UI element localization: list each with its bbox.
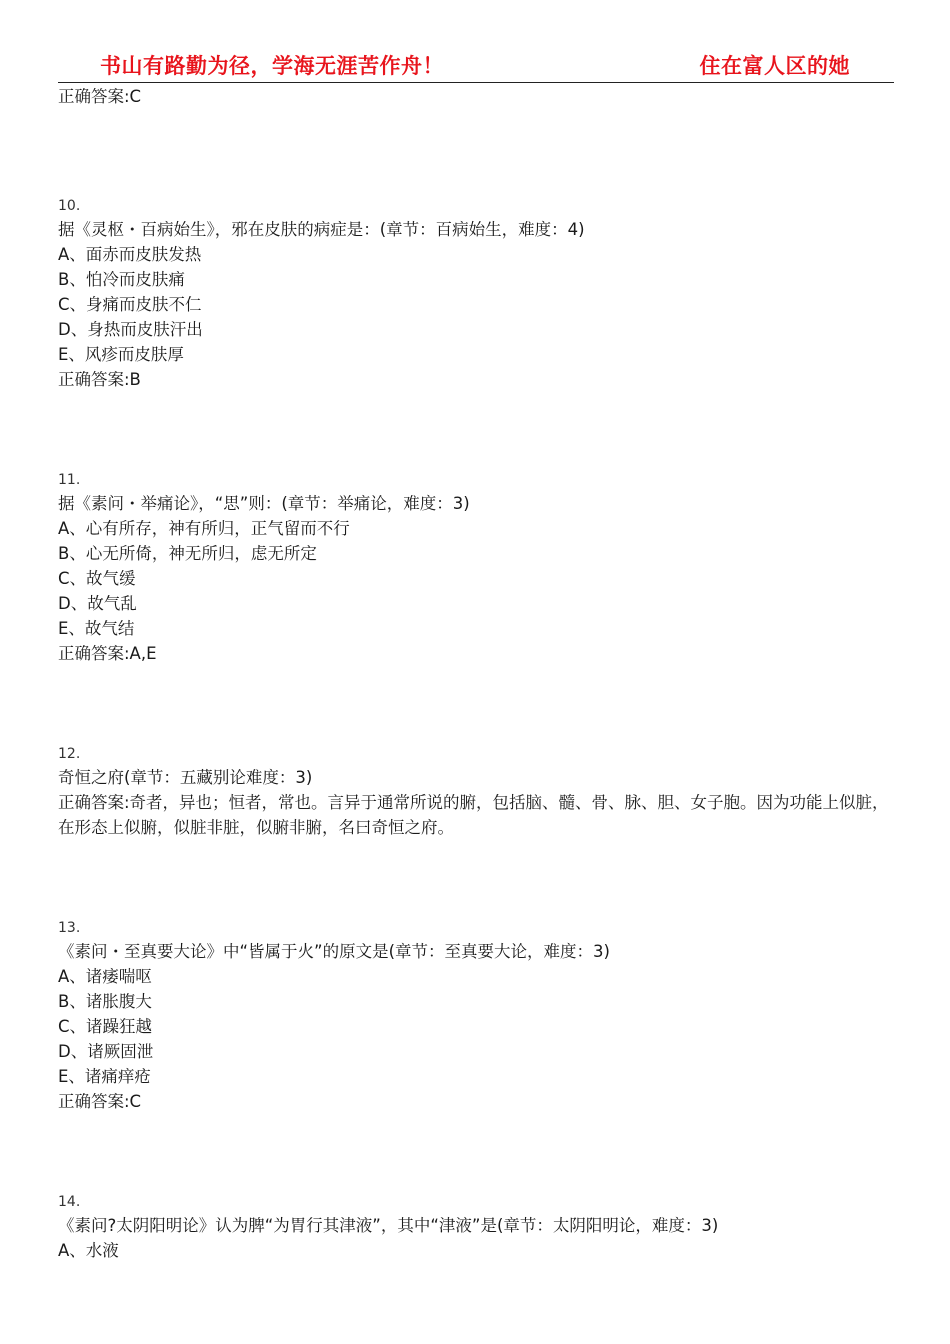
document-body bbox=[58, 84, 894, 1263]
question-14 bbox=[58, 1191, 894, 1263]
option-b: B、心无所倚，神无所归，虑无所定 bbox=[58, 544, 317, 563]
option-d: D、诸厥固泄 bbox=[58, 1042, 154, 1061]
question-stem: 《素问・至真要大论》中“皆属于火”的原文是(章节：至真要大论，难度：3) bbox=[58, 942, 610, 961]
option-c: C、诸躁狂越 bbox=[58, 1017, 153, 1036]
option-a: A、面赤而皮肤发热 bbox=[58, 245, 202, 264]
option-a: A、水液 bbox=[58, 1241, 119, 1260]
option-d: D、身热而皮肤汗出 bbox=[58, 320, 203, 339]
option-e: E、故气结 bbox=[58, 619, 135, 638]
question-number: 11. bbox=[58, 472, 81, 488]
question-stem: 据《灵枢・百病始生》，邪在皮肤的病症是：(章节：百病始生，难度：4) bbox=[58, 220, 585, 239]
question-number: 14. bbox=[58, 1194, 81, 1210]
question-12 bbox=[58, 743, 894, 840]
question-stem: 据《素问・举痛论》，“思”则：(章节：举痛论，难度：3) bbox=[58, 494, 470, 513]
option-d: D、故气乱 bbox=[58, 594, 137, 613]
question-stem: 奇恒之府(章节：五藏别论难度：3) bbox=[58, 768, 313, 787]
option-b: B、诸胀腹大 bbox=[58, 992, 152, 1011]
option-c: C、故气缓 bbox=[58, 569, 136, 588]
option-a: A、心有所存，神有所归，正气留而不行 bbox=[58, 519, 350, 538]
question-number: 10. bbox=[58, 198, 81, 214]
question-11 bbox=[58, 469, 894, 666]
option-e: E、诸痛痒疮 bbox=[58, 1067, 151, 1086]
correct-answer: 正确答案:B bbox=[58, 370, 141, 389]
option-a: A、诸痿喘呕 bbox=[58, 967, 152, 986]
question-stem: 《素问?太阴阳明论》认为脾“为胃行其津液”，其中“津液”是(章节：太阴阳明论，难度：3) bbox=[58, 1216, 719, 1235]
correct-answer: 正确答案:奇者，异也；恒者，常也。言异于通常所说的腑，包括脑、髓、骨、脉、胆、女子胞。因为功能上似脏，在形态上似腑，似脏非脏，似腑非腑，名曰奇恒之府。 bbox=[58, 793, 889, 837]
page-header bbox=[58, 48, 894, 83]
question-number: 13. bbox=[58, 920, 81, 936]
question-number: 12. bbox=[58, 746, 81, 762]
header-motto: 书山有路勤为径，学海无涯苦作舟！ bbox=[100, 53, 444, 78]
question-10 bbox=[58, 195, 894, 392]
correct-answer: 正确答案:A,E bbox=[58, 644, 157, 663]
previous-answer: 正确答案:C bbox=[58, 87, 142, 106]
option-c: C、身痛而皮肤不仁 bbox=[58, 295, 202, 314]
option-e: E、风疹而皮肤厚 bbox=[58, 345, 184, 364]
header-author: 住在富人区的她 bbox=[699, 53, 850, 78]
correct-answer: 正确答案:C bbox=[58, 1092, 142, 1111]
option-b: B、怕冷而皮肤痛 bbox=[58, 270, 185, 289]
question-13 bbox=[58, 917, 894, 1114]
